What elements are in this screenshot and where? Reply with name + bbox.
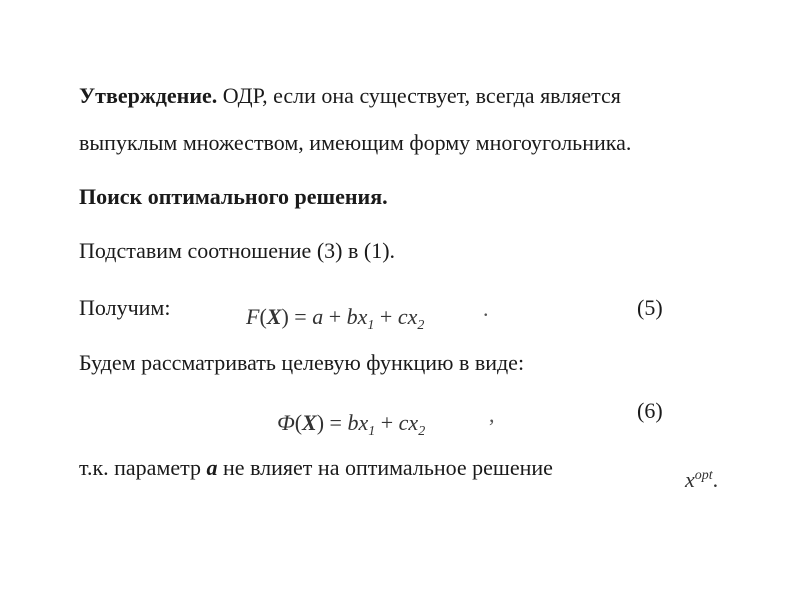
formula-6-cx: cx xyxy=(398,410,419,435)
statement-line-2: выпуклым множеством, имеющим форму многоугольника. xyxy=(79,130,632,155)
formula-5-arg: X xyxy=(266,304,282,329)
x-opt-trail: . xyxy=(712,467,719,492)
statement-text: ОДР, если она существует, всегда является xyxy=(217,83,621,108)
consider-text: Будем рассматривать целевую функцию в виде: xyxy=(79,350,525,375)
final-line xyxy=(79,455,553,481)
equation-number-6: (6) xyxy=(637,398,663,423)
formula-5-plus-1: + xyxy=(323,304,347,329)
obtain-label: Получим: xyxy=(79,295,171,320)
formula-5-paren-open: ( xyxy=(259,304,267,329)
formula-6-sub-1: 1 xyxy=(368,424,376,439)
search-heading: Поиск оптимального решения. xyxy=(79,184,388,209)
formula-5-cx: cx xyxy=(397,304,418,329)
formula-5-plus-2: + xyxy=(374,304,398,329)
statement-line-1 xyxy=(79,83,621,109)
formula-6-paren-close: ) xyxy=(316,410,325,435)
x-opt-symbol xyxy=(685,467,718,493)
formula-5-eq: = xyxy=(288,304,313,329)
formula-5 xyxy=(246,304,425,333)
formula-5-paren-close: ) xyxy=(281,304,289,329)
formula-5-bx: bx xyxy=(346,304,368,329)
substitute-text: Подставим соотношение (3) в (1). xyxy=(79,238,396,263)
statement-label: Утверждение. xyxy=(79,83,218,108)
formula-6-arg: X xyxy=(302,410,317,435)
formula-6-eq: = xyxy=(324,410,348,435)
formula-5-a: a xyxy=(312,304,324,329)
final-prefix: т.к. параметр xyxy=(79,455,207,480)
formula-6-sub-2: 2 xyxy=(418,424,426,439)
x-opt-x: x xyxy=(685,467,695,492)
formula-5-fn: F xyxy=(246,304,260,329)
formula-5-trailing-dot: . xyxy=(483,296,489,321)
equation-number-5: (5) xyxy=(637,295,663,320)
formula-6-bx: bx xyxy=(347,410,369,435)
formula-6-paren-open: ( xyxy=(294,410,303,435)
formula-6-trailing-comma: , xyxy=(489,402,495,427)
formula-6-fn: Ф xyxy=(277,410,295,435)
formula-5-sub-2: 2 xyxy=(417,318,425,333)
final-suffix: не влияет на оптимальное решение xyxy=(217,455,553,480)
formula-6-plus: + xyxy=(375,410,399,435)
formula-6 xyxy=(277,410,426,439)
x-opt-sup: opt xyxy=(694,468,713,483)
final-param: a xyxy=(206,455,218,480)
formula-5-sub-1: 1 xyxy=(367,318,375,333)
